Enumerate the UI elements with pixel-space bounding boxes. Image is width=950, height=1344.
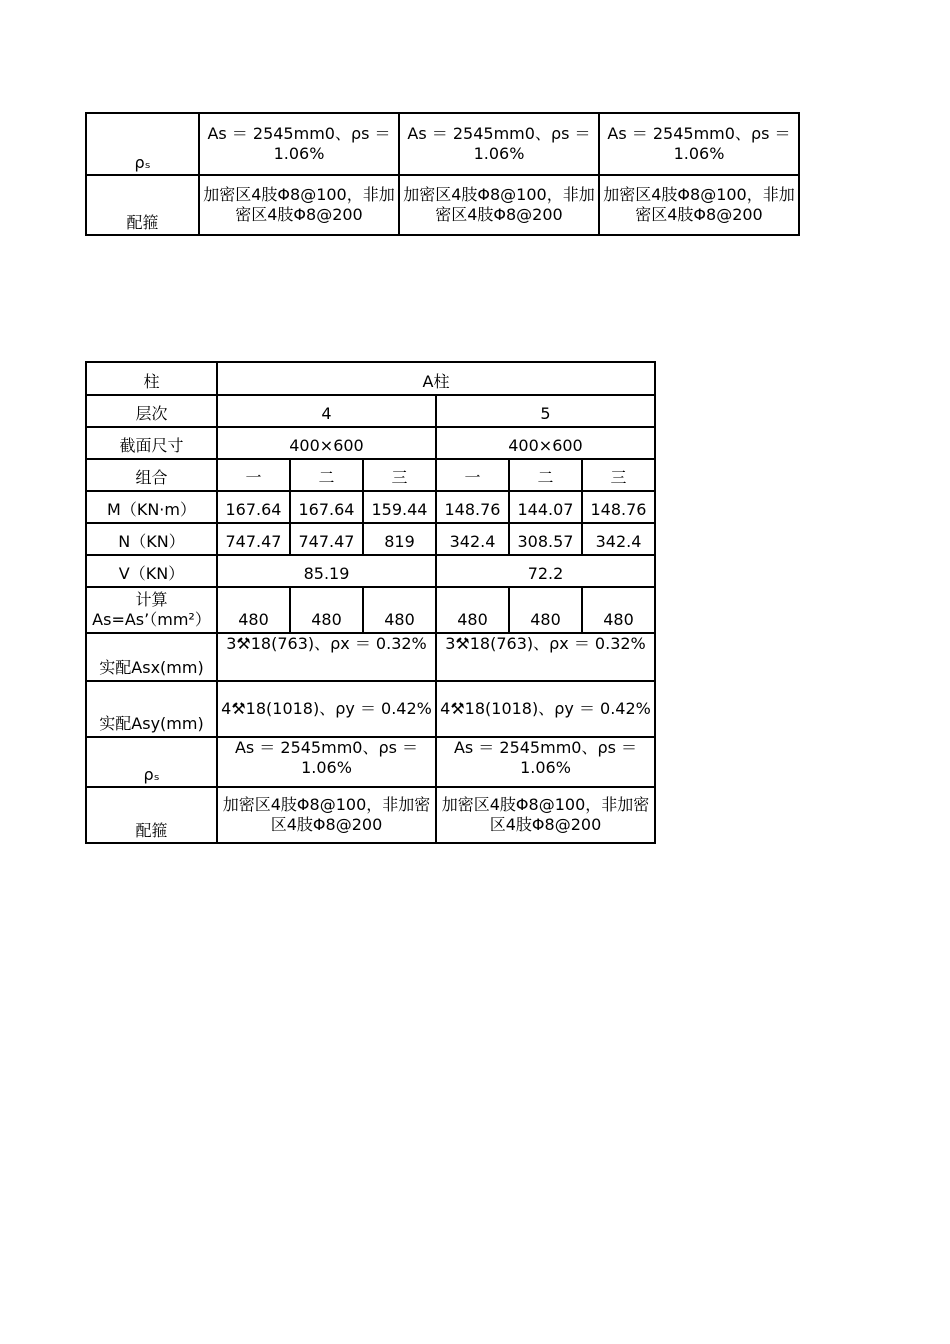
- stirrup-value[interactable]: 加密区4肢Φ8@100，非加密区4肢Φ8@200: [217, 787, 436, 843]
- asx-value[interactable]: 3⚒18(763)、ρx ＝ 0.32%: [436, 633, 655, 681]
- asy-value[interactable]: 4⚒18(1018)、ρy ＝ 0.42%: [436, 681, 655, 737]
- top-table-viewport: [0, 0, 800, 260]
- stirrup-cell[interactable]: 加密区4肢Φ8@100，非加密区4肢Φ8@200: [599, 175, 799, 235]
- moment-value[interactable]: 167.64: [290, 491, 363, 523]
- as-calc-value[interactable]: 480: [217, 587, 290, 633]
- stirrup-value[interactable]: 加密区4肢Φ8@100，非加密区4肢Φ8@200: [436, 787, 655, 843]
- rho-label: ρₛ: [86, 737, 217, 787]
- combo-value[interactable]: 三: [363, 459, 436, 491]
- combo-value[interactable]: 三: [582, 459, 655, 491]
- moment-value[interactable]: 148.76: [582, 491, 655, 523]
- moment-value[interactable]: 148.76: [436, 491, 509, 523]
- shear-value[interactable]: 85.19: [217, 555, 436, 587]
- axial-label: N（KN）: [86, 523, 217, 555]
- shear-value[interactable]: 72.2: [436, 555, 655, 587]
- table-row: [86, 113, 799, 175]
- column-value[interactable]: A柱: [217, 362, 655, 395]
- stirrup-cell[interactable]: 加密区4肢Φ8@100，非加密区4肢Φ8@200: [199, 175, 399, 235]
- axial-value[interactable]: 747.47: [217, 523, 290, 555]
- combo-value[interactable]: 二: [290, 459, 363, 491]
- axial-value[interactable]: 819: [363, 523, 436, 555]
- moment-value[interactable]: 144.07: [509, 491, 582, 523]
- combo-label: 组合: [86, 459, 217, 491]
- column-design-table: [85, 361, 656, 844]
- top-table: [85, 112, 800, 236]
- as-calc-value[interactable]: 480: [436, 587, 509, 633]
- shear-label: V（KN）: [86, 555, 217, 587]
- moment-value[interactable]: 159.44: [363, 491, 436, 523]
- asy-value[interactable]: 4⚒18(1018)、ρy ＝ 0.42%: [217, 681, 436, 737]
- moment-label: M（KN·m）: [86, 491, 217, 523]
- as-calc-value[interactable]: 480: [363, 587, 436, 633]
- section-label: 截面尺寸: [86, 427, 217, 459]
- axial-value[interactable]: 342.4: [436, 523, 509, 555]
- as-calc-label: 计算As=As’（mm²）: [86, 587, 217, 633]
- table-row: [86, 523, 655, 555]
- as-calc-value[interactable]: 480: [509, 587, 582, 633]
- rho-label: ρₛ: [86, 113, 199, 175]
- combo-value[interactable]: 二: [509, 459, 582, 491]
- floor-value[interactable]: 5: [436, 395, 655, 427]
- stirrup-cell[interactable]: 加密区4肢Φ8@100，非加密区4肢Φ8@200: [399, 175, 599, 235]
- as-calc-value[interactable]: 480: [582, 587, 655, 633]
- rho-cell[interactable]: As ＝ 2545mm0、ρs ＝ 1.06%: [199, 113, 399, 175]
- section-value[interactable]: 400×600: [436, 427, 655, 459]
- table-row: [86, 427, 655, 459]
- table-row: [86, 175, 799, 235]
- table-row: [86, 395, 655, 427]
- axial-value[interactable]: 342.4: [582, 523, 655, 555]
- table-row: [86, 787, 655, 843]
- combo-value[interactable]: 一: [217, 459, 290, 491]
- asx-label: 实配Asx(mm): [86, 633, 217, 681]
- table-row: [86, 681, 655, 737]
- moment-value[interactable]: 167.64: [217, 491, 290, 523]
- combo-value[interactable]: 一: [436, 459, 509, 491]
- rho-value[interactable]: As ＝ 2545mm0、ρs ＝ 1.06%: [436, 737, 655, 787]
- axial-value[interactable]: 747.47: [290, 523, 363, 555]
- section-value[interactable]: 400×600: [217, 427, 436, 459]
- table-row: [86, 737, 655, 787]
- table-row: [86, 362, 655, 395]
- table-row: [86, 633, 655, 681]
- table-row: [86, 555, 655, 587]
- asx-value[interactable]: 3⚒18(763)、ρx ＝ 0.32%: [217, 633, 436, 681]
- stirrup-label: 配箍: [86, 787, 217, 843]
- rho-cell[interactable]: As ＝ 2545mm0、ρs ＝ 1.06%: [599, 113, 799, 175]
- floor-value[interactable]: 4: [217, 395, 436, 427]
- asy-label: 实配Asy(mm): [86, 681, 217, 737]
- table-row: [86, 491, 655, 523]
- floor-label: 层次: [86, 395, 217, 427]
- as-calc-value[interactable]: 480: [290, 587, 363, 633]
- column-label: 柱: [86, 362, 217, 395]
- rho-value[interactable]: As ＝ 2545mm0、ρs ＝ 1.06%: [217, 737, 436, 787]
- stirrup-label: 配箍: [86, 175, 199, 235]
- table-row: [86, 587, 655, 633]
- axial-value[interactable]: 308.57: [509, 523, 582, 555]
- table-row: [86, 459, 655, 491]
- rho-cell[interactable]: As ＝ 2545mm0、ρs ＝ 1.06%: [399, 113, 599, 175]
